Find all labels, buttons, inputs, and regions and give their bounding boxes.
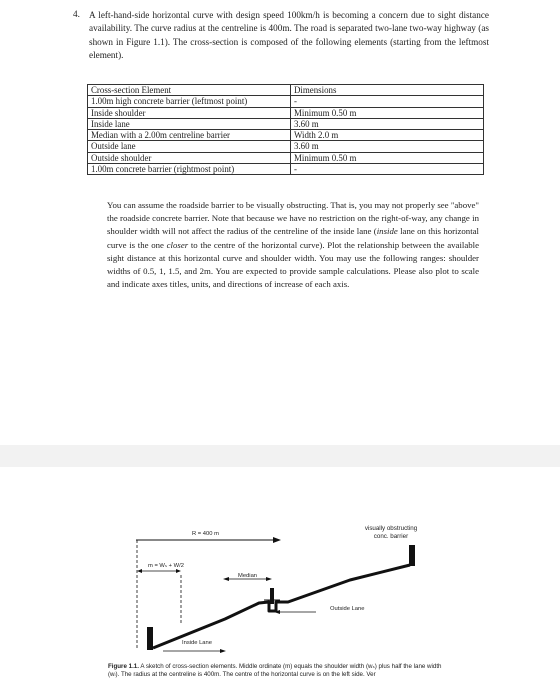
radius-arrowhead (273, 537, 281, 543)
inside-lane-arrow-right (220, 649, 226, 653)
instructions-part-2: lane on this horizontal curve is the one (107, 226, 479, 250)
instructions-part-1: You can assume the roadside barrier to be visually obstructing. That is, you may not properly see "above" the roadside concrete barrier. Note that because we have no restriction on the right-of-way, any change in shoulder width will not affect the radius of the centreline of the inside lane ( (107, 200, 479, 237)
table-cell-dimension: Minimum 0.50 m (291, 107, 484, 118)
right-barrier (409, 545, 415, 566)
offset-arrow-right (176, 569, 181, 573)
median-arrow-left (223, 577, 229, 581)
table-cell-dimension: Minimum 0.50 m (291, 152, 484, 163)
instructions-part-3: to the centre of the horizontal curve). Plot the relationship between the available sight distance at this horizontal curve and shoulder width. You may use the following ranges: shoulder widths of 0.5, 1, 1.5, and 2m. You are expected to provide sample calculations. Please also plot to scale and indicate axes titles, units, and directions of increase of each axis. (107, 239, 479, 290)
table-cell-dimension: - (291, 96, 484, 107)
label-visually-obstructing (350, 525, 432, 541)
centreline-barrier (270, 588, 274, 604)
table-header-dimensions: Dimensions (291, 85, 484, 96)
table-cell-element: Outside shoulder (88, 152, 291, 163)
road-profile (153, 565, 410, 648)
table-cell-element: 1.00m high concrete barrier (leftmost point) (88, 96, 291, 107)
table-cell-element: Median with a 2.00m centreline barrier (88, 130, 291, 141)
left-barrier (147, 627, 153, 650)
table-cell-element: Inside lane (88, 118, 291, 129)
table-cell-element: Outside lane (88, 141, 291, 152)
question-number: 4. (73, 9, 80, 19)
label-median: Median (238, 573, 258, 579)
label-visually: visually obstructing (364, 525, 418, 532)
table-cell-dimension: Width 2.0 m (291, 130, 484, 141)
instructions-emphasis-inside: inside (376, 226, 398, 237)
instructions-emphasis-closer: closer (166, 239, 189, 250)
offset-arrow-left (137, 569, 142, 573)
question-text: A left-hand-side horizontal curve with design speed 100km/h is becoming a concern due to sight distance availability. The curve radius at the centreline is 400m. The road is separated two-lane two-way highway (as shown in Figure 1.1). The cross-section is composed of the following elements (starting from the leftmost element). (89, 10, 489, 60)
label-inside-lane: Inside Lane (182, 640, 212, 646)
median-arrow-right (266, 577, 272, 581)
label-middle-ordinate: m = Wₛ + W/2 (148, 563, 184, 569)
label-radius: R = 400 m (192, 531, 219, 537)
label-outside-lane: Outside Lane (330, 606, 365, 612)
table-cell-element: Inside shoulder (88, 107, 291, 118)
table-cell-dimension: - (291, 164, 484, 175)
table-header-element: Cross-section Element (88, 85, 291, 96)
figure-caption (108, 663, 443, 695)
figure-caption-text: A sketch of cross-section elements. Middle ordinate (m) equals the shoulder width (wₛ) plus half the lane width (wₗ). The radius at the centreline is 400m. The centre of the horizontal curve is on the left side. Ver (108, 663, 442, 678)
table-cell-dimension: 3.60 m (291, 141, 484, 152)
figure-caption-title: Figure 1.1. (108, 663, 139, 670)
table-cell-element: 1.00m concrete barrier (rightmost point) (88, 164, 291, 175)
table-cell-dimension: 3.60 m (291, 118, 484, 129)
label-conc-barrier: conc. barrier (373, 533, 409, 540)
